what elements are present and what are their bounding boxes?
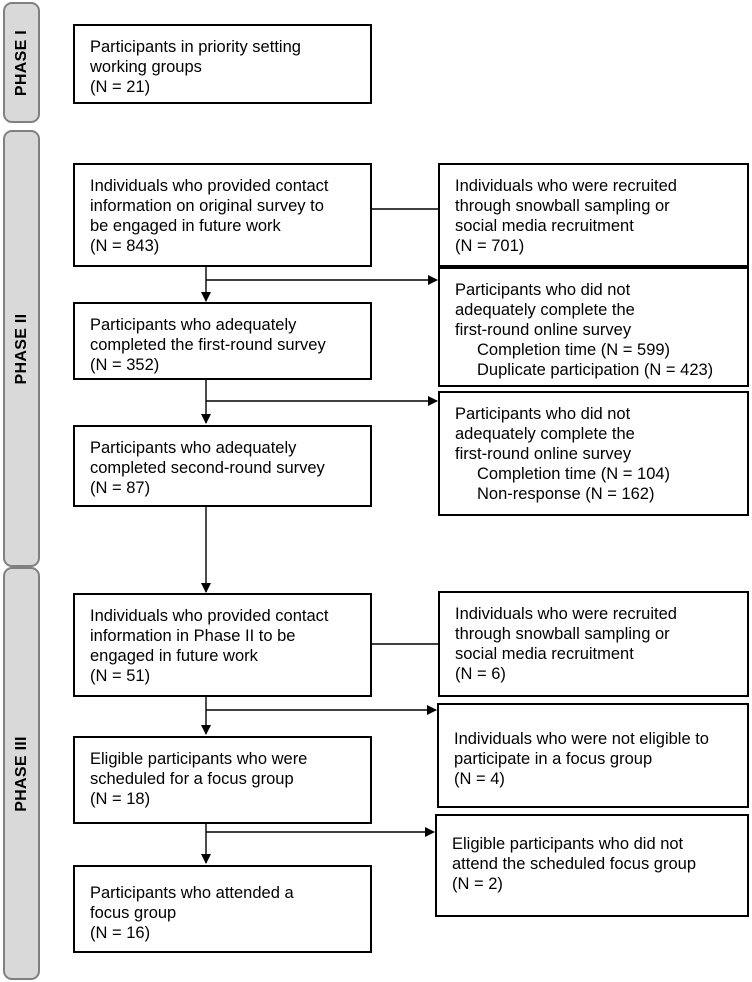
box-priority-setting-participants: Participants in priority setting working groups (N = 21): [73, 24, 372, 104]
box-phase2-contacts: Individuals who provided contact information in Phase II to be engaged in future work (N = 51): [73, 593, 372, 697]
box-attended-focus-group: Participants who attended a focus group (N = 16): [73, 865, 372, 953]
box-snowball-recruitment-phase3: Individuals who were recruited through snowball sampling or social media recruitment (N = 6): [438, 591, 749, 697]
box-snowball-recruitment-phase2: Individuals who were recruited through snowball sampling or social media recruitment (N = 701): [438, 163, 749, 267]
box-first-round-completed: Participants who adequately completed the first-round survey (N = 352): [73, 302, 372, 380]
box-scheduled-focus-group: Eligible participants who were scheduled for a focus group (N = 18): [73, 736, 372, 824]
phase-3-label: PHASE III: [12, 735, 30, 812]
box-second-round-excluded: Participants who did not adequately complete the first-round online survey Completion time (N = 104) Non-response (N = 162): [438, 391, 749, 516]
phase-1-label: PHASE I: [12, 29, 30, 96]
box-second-round-completed: Participants who adequately completed second-round survey (N = 87): [73, 425, 372, 507]
phase-2-label: PHASE II: [12, 313, 30, 384]
box-did-not-attend: Eligible participants who did not attend the scheduled focus group (N = 2): [435, 814, 749, 917]
box-original-survey-contacts: Individuals who provided contact information on original survey to be engaged in future work (N = 843): [73, 163, 372, 267]
box-not-eligible: Individuals who were not eligible to participate in a focus group (N = 4): [437, 703, 749, 808]
box-first-round-excluded: Participants who did not adequately complete the first-round online survey Completion time (N = 599) Duplicate participation (N = 423): [438, 267, 749, 387]
